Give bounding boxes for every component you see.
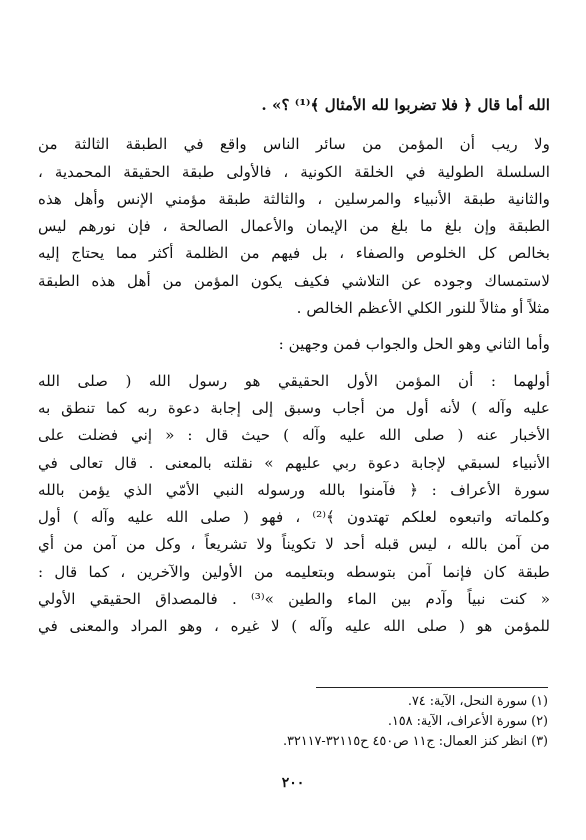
text-line: أولهما : أن المؤمن الأول الحقيقي هو رسول الله ( صلى الله [38,371,550,390]
text-line: سورة الأعراف : ﴿ فآمنوا بالله ورسوله النبي الأمّي الذي يؤمن بالله [38,480,550,499]
text-line: والثانية طبقة الأنبياء والمرسلين ، والثالثة طبقة مؤمني الإنس وأهل هذه [38,189,550,208]
main-text [38,92,550,641]
text-line: وأما الثاني وهو الحل والجواب فمن وجهين : [278,335,550,354]
page-number: ٢٠٠ [281,775,305,791]
text-line: مثلاً أو مثالاً للنور الكلي الأعظم الخالص . [296,299,550,318]
text-line: الأخبار عنه ( صلى الله عليه وآله ) حيث قال : « إني فضلت على [38,426,550,445]
footnote-item: (٢) سورة الأعراف، الآية: ١٥٨. [387,714,548,730]
text-line: وكلماته واتبعوه لعلكم تهتدون ﴾⁽²⁾ ، فهو ( صلى الله عليه وآله ) أول [38,508,550,527]
text-line: الأنبياء لسبقي لإجابة دعوة ربي عليهم » نقلته بالمعنى . قال تعالى في [38,453,550,472]
footnote-item: (٣) انظر كنز العمال: ج١١ ص٤٥٠ ح٣٢١١٥-٣٢١١٧. [282,734,548,750]
text-line: لاستمساك وجوده عن التلاشي فكيف يكون المؤمن من أهل هذه الطبقة [38,271,550,290]
text-line: الله أما قال ﴿ فلا تضربوا لله الأمثال ﴾⁽¹⁾ ؟» . [261,96,550,114]
text-line: من آمن بالله ، ليس قبله أحد لا تكويناً ولا تشريعاً ، وكل من آمن من أي [38,535,550,554]
text-line: للمؤمن هو ( صلى الله عليه وآله ) لا غيره ، وهو المراد والمعنى في [38,617,550,636]
text-line: بخالص كل الخلوص والصفاء ، بل فيهم من الظلمة أكثر مما يحتاج إليه [38,244,550,263]
text-line: السلسلة الطولية في الخلقة الكونية ، فالأولى طبقة الحقيقة المحمدية ، [38,162,550,181]
text-line: الطبقة وإن بلغ ما بلغ من الإيمان والأعمال الصالحة ، فإن نورهم ليس [38,217,550,236]
text-line: عليه وآله ) لأنه أول من أجاب وسبق إلى إجابة دعوة ربه كما تنطق به [38,398,550,417]
footnotes [150,692,548,753]
footnote-divider [316,687,548,688]
text-line: « كنت نبياً وآدم بين الماء والطين »⁽³⁾ . فالمصداق الحقيقي الأولي [38,590,550,609]
text-line: ولا ريب أن المؤمن من سائر الناس واقع في الطبقة الثالثة من [38,135,550,154]
text-line: طبقة كان فإنما آمن بتوسطه وبتعليمه من الأولين والآخرين ، كما قال : [38,562,550,581]
footnote-item: (١) سورة النحل، الآية: ٧٤. [407,694,548,709]
